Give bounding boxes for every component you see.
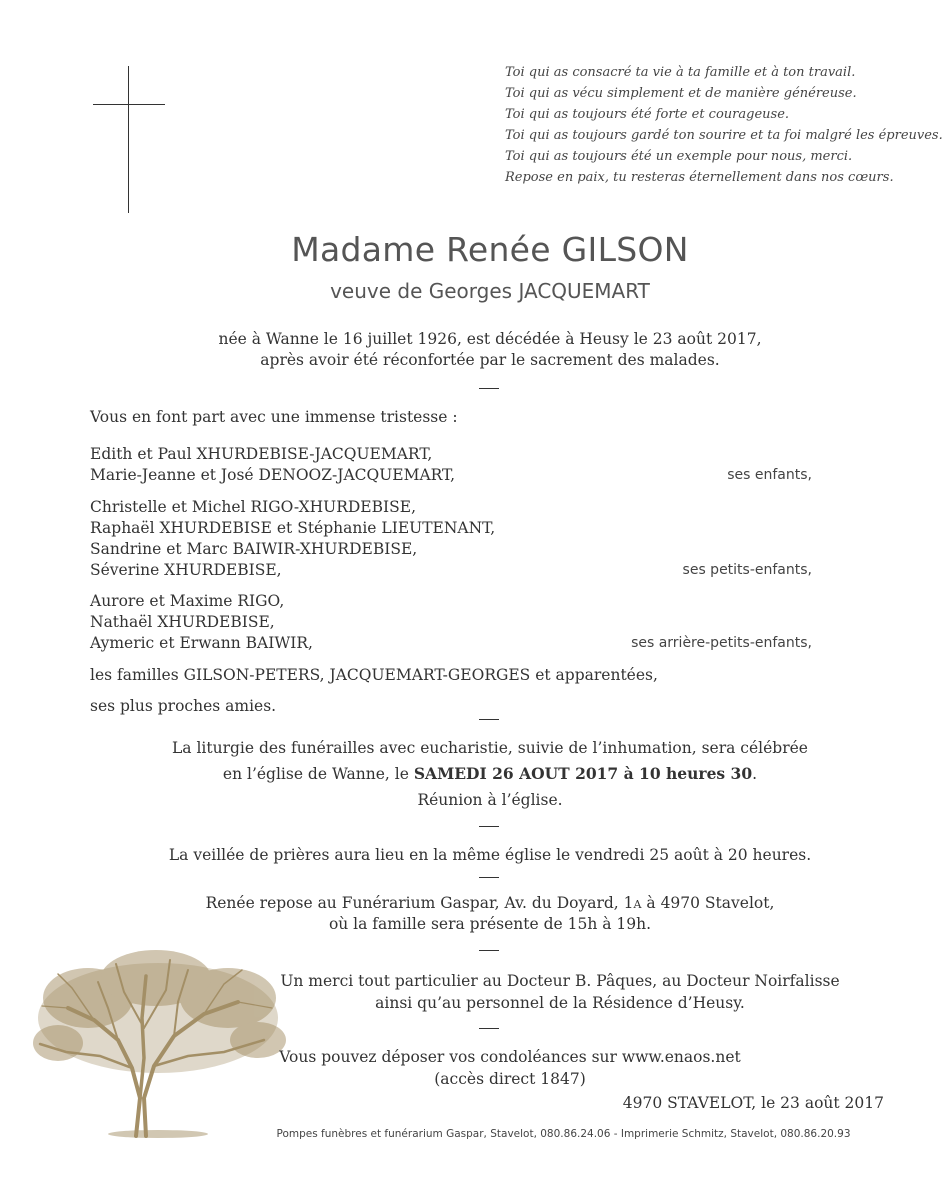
- grandchild-line: Christelle et Michel RIGO-XHURDEBISE,: [90, 498, 416, 516]
- poem-line: Repose en paix, tu resteras éternellement dans nos cœurs.: [505, 170, 894, 185]
- birth-death-line: née à Wanne le 16 juillet 1926, est décédée à Heusy le 23 août 2017,: [218, 330, 762, 348]
- grandchild-line: Sandrine et Marc BAIWIR-XHURDEBISE,: [90, 540, 418, 558]
- meeting-line: Réunion à l’église.: [417, 791, 563, 809]
- role-children: ses enfants,: [727, 467, 812, 483]
- thanks-line: ainsi qu’au personnel de la Résidence d’Heusy.: [375, 994, 745, 1012]
- greatgrandchild-line: Aymeric et Erwann BAIWIR,: [90, 634, 313, 652]
- rest-text: Renée repose au Funérarium Gaspar, Av. du Doyard, 1: [205, 894, 634, 912]
- friends-line: ses plus proches amies.: [90, 697, 277, 715]
- separator: [479, 826, 499, 827]
- separator: [479, 1028, 499, 1029]
- widow-of: veuve de Georges JACQUEMART: [330, 279, 650, 303]
- place-date: 4970 STAVELOT, le 23 août 2017: [622, 1094, 884, 1112]
- vigil-line: La veillée de prières aura lieu en la même église le vendredi 25 août à 20 heures.: [168, 846, 812, 864]
- poem-line: Toi qui as consacré ta vie à ta famille et à ton travail.: [505, 65, 856, 80]
- grandchild-line: Séverine XHURDEBISE,: [90, 561, 282, 579]
- condolences-line: Vous pouvez déposer vos condoléances sur www.enaos.net: [279, 1048, 741, 1066]
- poem-line: Toi qui as toujours été un exemple pour nous, merci.: [505, 149, 853, 164]
- role-greatgrandchildren: ses arrière-petits-enfants,: [631, 635, 812, 651]
- poem: [505, 62, 943, 188]
- address-suffix: A: [633, 898, 642, 911]
- rest-hours-line: où la famille sera présente de 15h à 19h.: [328, 915, 652, 933]
- poem-line: Toi qui as toujours gardé ton sourire et ta foi malgré les épreuves.: [505, 128, 943, 143]
- footer-credits: Pompes funèbres et funérarium Gaspar, Stavelot, 080.86.24.06 - Imprimerie Schmitz, Stavelot, 080.86.20.93: [276, 1128, 851, 1140]
- condolences-access: (accès direct 1847): [434, 1070, 586, 1088]
- greatgrandchild-line: Nathaël XHURDEBISE,: [90, 613, 275, 631]
- separator: [479, 719, 499, 720]
- child-line: Edith et Paul XHURDEBISE-JACQUEMART,: [90, 445, 433, 463]
- funeral-datetime: SAMEDI 26 AOUT 2017 à 10 heures 30: [413, 764, 753, 783]
- deceased-name: Madame Renée GILSON: [291, 230, 689, 269]
- role-grandchildren: ses petits-enfants,: [682, 562, 812, 578]
- child-line: Marie-Jeanne et José DENOOZ-JACQUEMART,: [90, 466, 456, 484]
- liturgy-text: .: [752, 765, 758, 783]
- families-line: les familles GILSON-PETERS, JACQUEMART-GEORGES et apparentées,: [90, 666, 658, 684]
- separator: [479, 388, 499, 389]
- cross-icon: [128, 66, 129, 213]
- sacrament-line: après avoir été réconfortée par le sacrement des malades.: [260, 351, 720, 369]
- separator: [479, 877, 499, 878]
- liturgy-line: La liturgie des funérailles avec eucharistie, suivie de l’inhumation, sera célébrée: [172, 739, 808, 757]
- poem-line: Toi qui as vécu simplement et de manière généreuse.: [505, 86, 857, 101]
- grandchild-line: Raphaël XHURDEBISE et Stéphanie LIEUTENANT,: [90, 519, 496, 537]
- intro-text: Vous en font part avec une immense tristesse :: [90, 408, 458, 426]
- liturgy-date-line: [0, 763, 947, 785]
- rest-text: à 4970 Stavelot,: [641, 894, 775, 912]
- liturgy-text: en l’église de Wanne, le: [222, 765, 414, 783]
- poem-line: Toi qui as toujours été forte et courageuse.: [505, 107, 790, 122]
- separator: [479, 950, 499, 951]
- cross-icon-bar: [93, 104, 165, 105]
- thanks-line: Un merci tout particulier au Docteur B. Pâques, au Docteur Noirfalisse: [280, 972, 840, 990]
- greatgrandchild-line: Aurore et Maxime RIGO,: [90, 592, 285, 610]
